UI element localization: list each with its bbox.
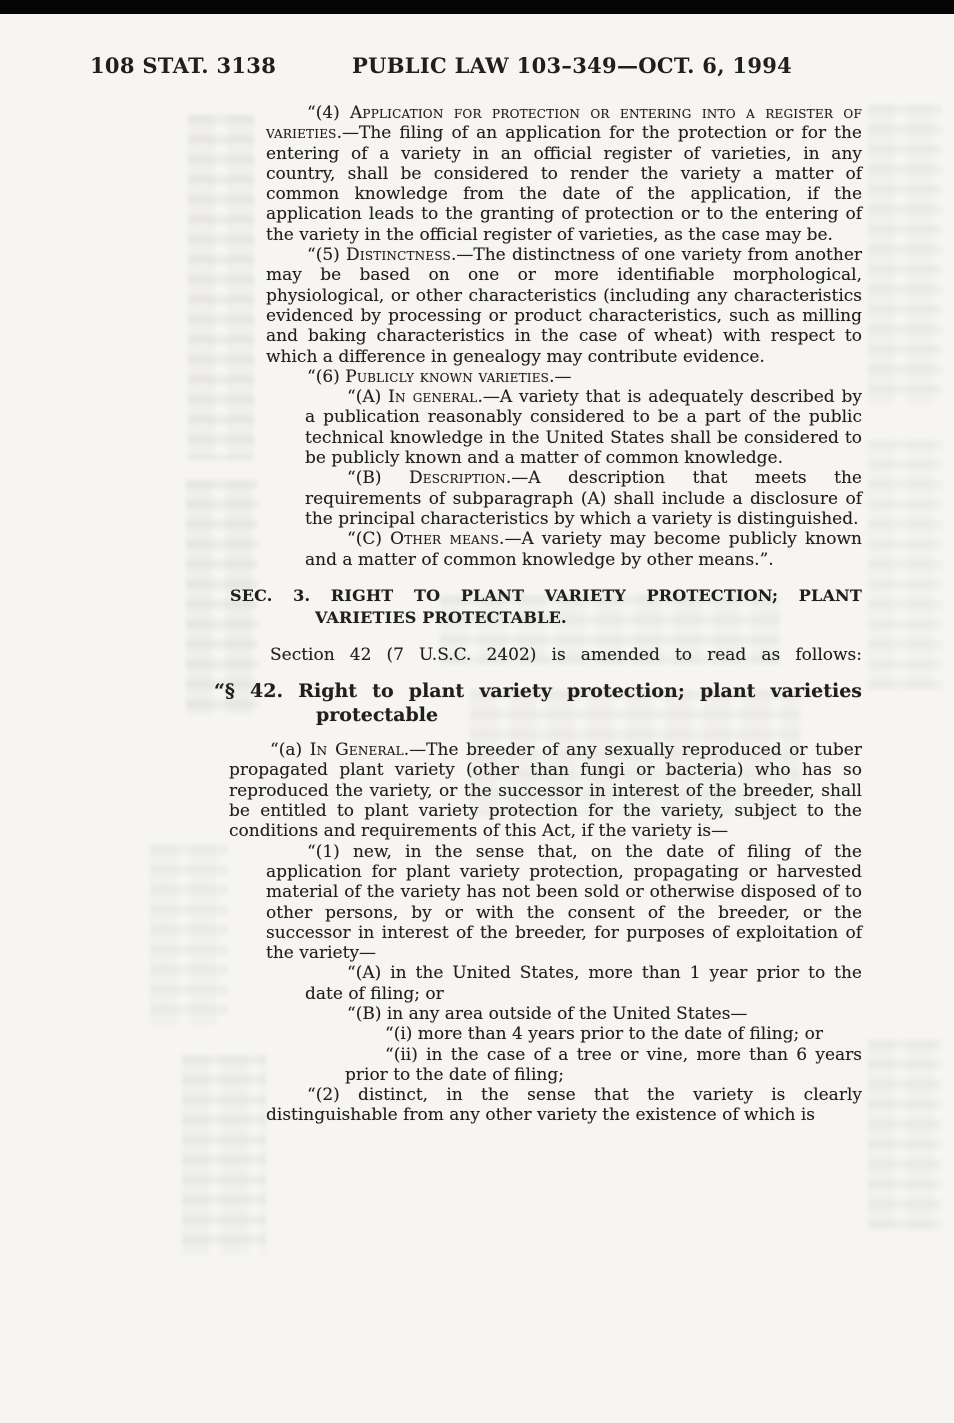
paragraph-6-publicly-known-varieties (266, 367, 862, 387)
text-segment: SEC. 3. RIGHT TO PLANT VARIETY PROTECTION; PLANT VARIETIES PROTECTABLE. (230, 585, 862, 627)
text-segment: .—The filing of an application for the protection or for the entering of a variety in an official register of varieties, in any country, shall be considered to render the variety a matter of common knowledge from the date of the application, if the application leads to the granting of protection or to the entering of the variety in the official register of varieties, as the case may be. (266, 123, 862, 245)
text-segment: .—A description that meets the requirements of subparagraph (A) shall include a disclosure of the principal characteristics by which a variety is distinguished. (305, 468, 862, 529)
page-number-stat-citation: 108 STAT. 3138 (90, 53, 277, 78)
paragraph-1-new (266, 842, 862, 964)
text-segment: “(C) (347, 529, 391, 550)
text-segment: .—A variety that is adequately described by a publication reasonably considered to be a part of the public technical knowledge in the United States shall be considered to be publicly known and a matter of common knowledge. (305, 387, 862, 469)
text-segment: “(a) (270, 740, 310, 761)
paragraph-2-distinct (266, 1085, 862, 1126)
subparagraph-1B-outside-us (305, 1004, 862, 1024)
clause-i-four-years (345, 1024, 862, 1044)
scan-edge-bar (0, 0, 954, 14)
text-segment: Section 42 (7 U.S.C. 2402) is amended to read as follows: (270, 644, 862, 665)
section-42-heading (214, 680, 862, 727)
paragraph-4-application (266, 103, 862, 245)
text-segment: “(6) (307, 366, 346, 387)
paragraph-5-distinctness (266, 245, 862, 367)
text-segment: “(5) (307, 245, 347, 266)
text-segment: “(2) distinct, in the sense that the variety is clearly distinguishable from any other variety the existence of which is (266, 1085, 862, 1126)
bleedthrough-artifact (868, 1040, 942, 1230)
text-segment: “(B) in any area outside of the United States— (347, 1003, 748, 1024)
small-caps-label: In general (388, 387, 478, 408)
text-segment: “(1) new, in the sense that, on the date of filing of the application for plant variety protection, propagating or harvested material of the variety has not been sold or otherwise disposed of to other persons, by or with the consent of the breeder, or the successor in interest of the breeder, for purposes of exploitation of the variety— (266, 841, 862, 964)
small-caps-label: Publicly known varieties (345, 366, 550, 387)
text-segment: .—The breeder of any sexually reproduced or tuber propagated plant variety (other than fungi or bacteria) who has so reproduced the variety, or the successor in interest of the breeder, shall be entitled to plant variety protection for the variety, subject to the conditions and requirements of this Act, if the variety is— (229, 740, 862, 842)
small-caps-label: In General (309, 740, 404, 761)
public-law-running-head: PUBLIC LAW 103–349—OCT. 6, 1994 (352, 53, 793, 78)
bleedthrough-artifact (868, 440, 942, 690)
subparagraph-1A-united-states (305, 963, 862, 1004)
text-segment: .— (549, 366, 572, 387)
sec-3-heading (230, 585, 862, 629)
text-segment: .—The distinctness of one variety from another may be based on one or more identifiable morphological, physiological, or other characteristics (including any characteristics evidenced by processing or product characteristics, such as milling and baking characteristics in the case of wheat) with respect to which a difference in genealogy may contribute evidence. (266, 245, 862, 367)
text-segment: “(B) (347, 468, 409, 489)
small-caps-label: Application for protection or entering into a register of varieties (266, 103, 862, 144)
text-segment: “(i) more than 4 years prior to the date of filing; or (385, 1024, 823, 1045)
small-caps-label: Other means (390, 529, 500, 550)
small-caps-label: Description (408, 468, 506, 489)
text-segment: “(A) (347, 387, 389, 408)
subparagraph-6C-other-means (305, 529, 862, 570)
statute-body (0, 103, 862, 1126)
subsection-a-in-general (229, 740, 862, 841)
text-segment: “(ii) in the case of a tree or vine, more than 6 years prior to the date of filing; (345, 1044, 862, 1085)
amendment-instruction-line (229, 645, 862, 665)
text-segment: “(4) (307, 103, 350, 123)
bleedthrough-artifact (868, 105, 942, 405)
small-caps-label: Distinctness (346, 245, 451, 266)
text-segment: “§ 42. Right to plant variety protection; plant varieties protectable (214, 680, 862, 726)
subparagraph-6B-description (305, 468, 862, 529)
subparagraph-6A-in-general (305, 387, 862, 468)
text-segment: “(A) in the United States, more than 1 year prior to the date of filing; or (305, 963, 862, 1004)
clause-ii-tree-or-vine (345, 1045, 862, 1086)
text-segment: .—A variety may become publicly known and a matter of common knowledge by other means.”. (305, 529, 862, 570)
